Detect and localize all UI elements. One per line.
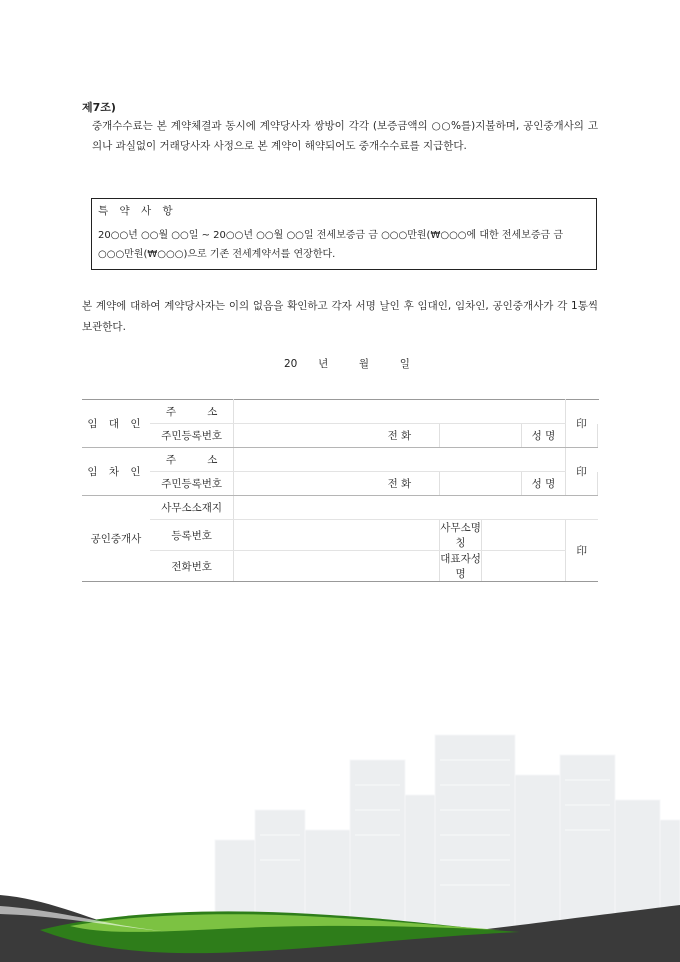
article-7-body: 중개수수료는 본 계약체결과 동시에 계약당사자 쌍방이 각각 (보증금액의 ○○%를)지불하며, 공인중개사의 고의나 과실없이 거래당사자 사정으로 본 계약이 해약되어도 중개수수료를 지급한다. [92,120,598,152]
tenant-seal: 印 [565,448,597,496]
agent-registration-no-label: 등록번호 [150,520,234,551]
landlord-name-field[interactable] [598,424,599,448]
tenant-address-label: 주 소 [150,448,234,472]
special-terms-title: 특 약 사 항 [98,205,177,217]
landlord-seal: 印 [565,400,597,448]
agent-seal: 印 [565,520,597,582]
confirmation-text: 본 계약에 대하여 계약당사자는 이의 없음을 확인하고 각자 서명 날인 후 임대인, 임차인, 공인중개사가 각 1통씩 보관한다. [82,300,598,333]
contract-date [284,356,410,371]
city-skyline-decoration [0,700,680,962]
date-month-label: 월 [358,358,370,370]
tenant-name-label: 성 명 [521,472,565,496]
tenant-phone-field[interactable] [440,472,522,496]
landlord-address-label: 주 소 [150,400,234,424]
tenant-name-field[interactable] [598,472,599,496]
landlord-resident-no-field[interactable] [234,424,360,448]
tenant-label: 임 차 인 [82,448,150,496]
date-year-label: 년 [318,358,329,370]
agent-label: 공인중개사 [82,496,150,582]
agent-representative-field[interactable] [482,551,566,582]
agent-phone-no-field[interactable] [234,551,440,582]
agent-office-address-field[interactable] [234,496,598,520]
article-7-title: 제7조) [82,101,116,114]
landlord-name-label: 성 명 [521,424,565,448]
tenant-resident-no-field[interactable] [234,472,360,496]
landlord-phone-label: 전 화 [360,424,440,448]
agent-registration-no-field[interactable] [234,520,440,551]
landlord-phone-field[interactable] [440,424,522,448]
agent-office-name-field[interactable] [482,520,566,551]
agent-representative-label: 대표자성명 [440,551,482,582]
tenant-resident-no-label: 주민등록번호 [150,472,234,496]
landlord-resident-no-label: 주민등록번호 [150,424,234,448]
tenant-address-field[interactable] [234,448,566,472]
agent-office-name-label: 사무소명칭 [440,520,482,551]
agent-phone-no-label: 전화번호 [150,551,234,582]
landlord-address-field[interactable] [234,400,566,424]
special-terms-text: 20○○년 ○○월 ○○일 ~ 20○○년 ○○월 ○○일 전세보증금 금 ○○○만원(₩○○○에 대한 전세보증금 금 ○○○만원(₩○○○)으로 기존 전세계약서를 연장한다. [98,230,564,260]
agent-office-address-label: 사무소소재지 [150,496,234,520]
signature-table [82,399,598,582]
tenant-phone-label: 전 화 [360,472,440,496]
date-year-prefix: 20 [284,358,298,370]
special-terms-box [91,198,597,270]
landlord-label: 임 대 인 [82,400,150,448]
date-day-label: 일 [399,358,410,370]
